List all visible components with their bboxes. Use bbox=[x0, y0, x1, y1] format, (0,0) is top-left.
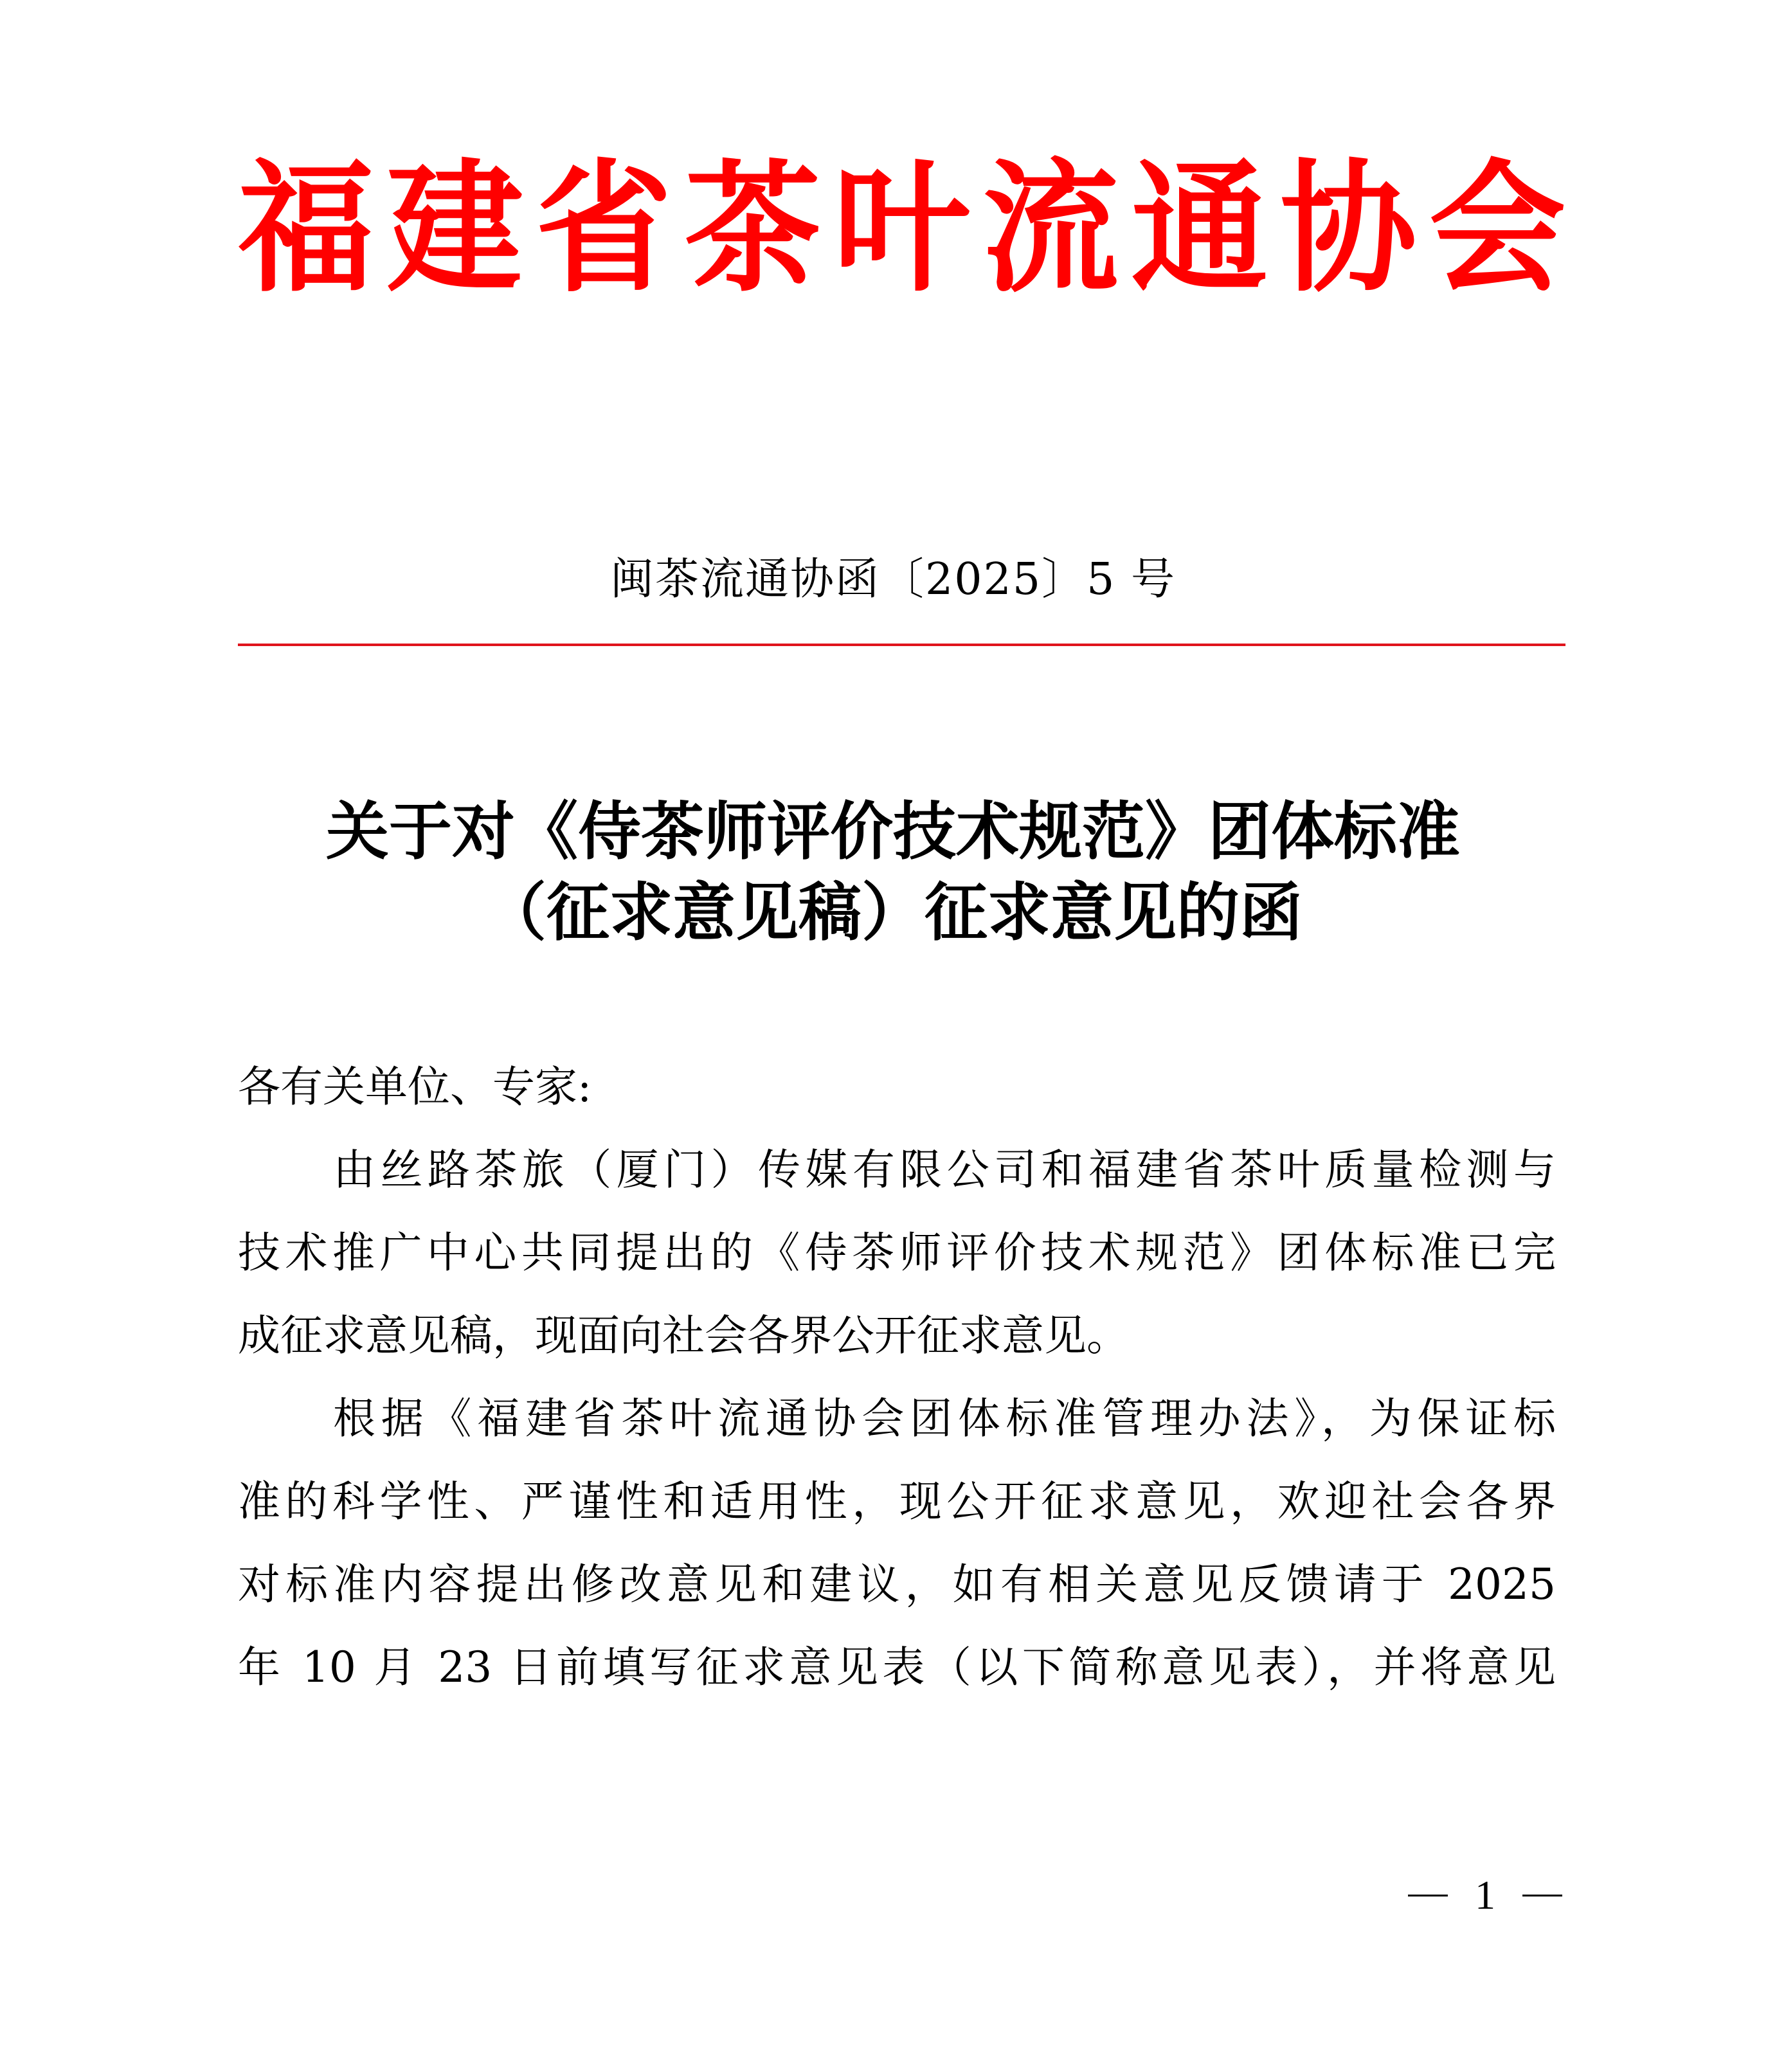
page-number-footer bbox=[1408, 1869, 1562, 1921]
document-title-line-2: （征求意见稿）征求意见的函 bbox=[483, 876, 1303, 950]
paragraph-1-line-1: 由丝路茶旅（厦门）传媒有限公司和福建省茶叶质量检测与 bbox=[333, 1145, 1556, 1194]
paragraph-1-line-3: 成征求意见稿，现面向社会各界公开征求意见。 bbox=[238, 1311, 1129, 1360]
salutation: 各有关单位、专家: bbox=[238, 1062, 592, 1112]
red-divider-line bbox=[238, 644, 1565, 646]
masthead-char: 协 bbox=[1280, 145, 1417, 311]
dash-right bbox=[1522, 1895, 1562, 1896]
masthead-title bbox=[238, 145, 1565, 311]
masthead-char: 福 bbox=[238, 145, 374, 311]
paragraph-2-line-4: 年 10 月 23 日前填写征求意见表（以下简称意见表），并将意见 bbox=[238, 1643, 1556, 1692]
dash-left bbox=[1408, 1895, 1448, 1896]
paragraph-1-line-2: 技术推广中心共同提出的《侍茶师评价技术规范》团体标准已完 bbox=[238, 1228, 1556, 1277]
paragraph-2-line-3: 对标准内容提出修改意见和建议，如有相关意见反馈请于 2025 bbox=[238, 1560, 1556, 1609]
masthead-char: 建 bbox=[386, 145, 523, 311]
masthead-char: 会 bbox=[1429, 145, 1565, 311]
masthead-char: 流 bbox=[982, 145, 1119, 311]
paragraph-2-line-1: 根据《福建省茶叶流通协会团体标准管理办法》，为保证标 bbox=[333, 1394, 1556, 1443]
paragraph-2-line-2: 准的科学性、严谨性和适用性，现公开征求意见，欢迎社会各界 bbox=[238, 1477, 1556, 1526]
masthead-char: 叶 bbox=[833, 145, 970, 311]
page-number: 1 bbox=[1475, 1872, 1495, 1918]
masthead-char: 省 bbox=[536, 145, 672, 311]
masthead-char: 通 bbox=[1131, 145, 1268, 311]
document-title-line-1: 关于对《侍茶师评价技术规范》团体标准 bbox=[325, 795, 1460, 869]
document-number: 闽茶流通协函〔2025〕5 号 bbox=[610, 554, 1176, 605]
masthead-char: 茶 bbox=[684, 145, 821, 311]
